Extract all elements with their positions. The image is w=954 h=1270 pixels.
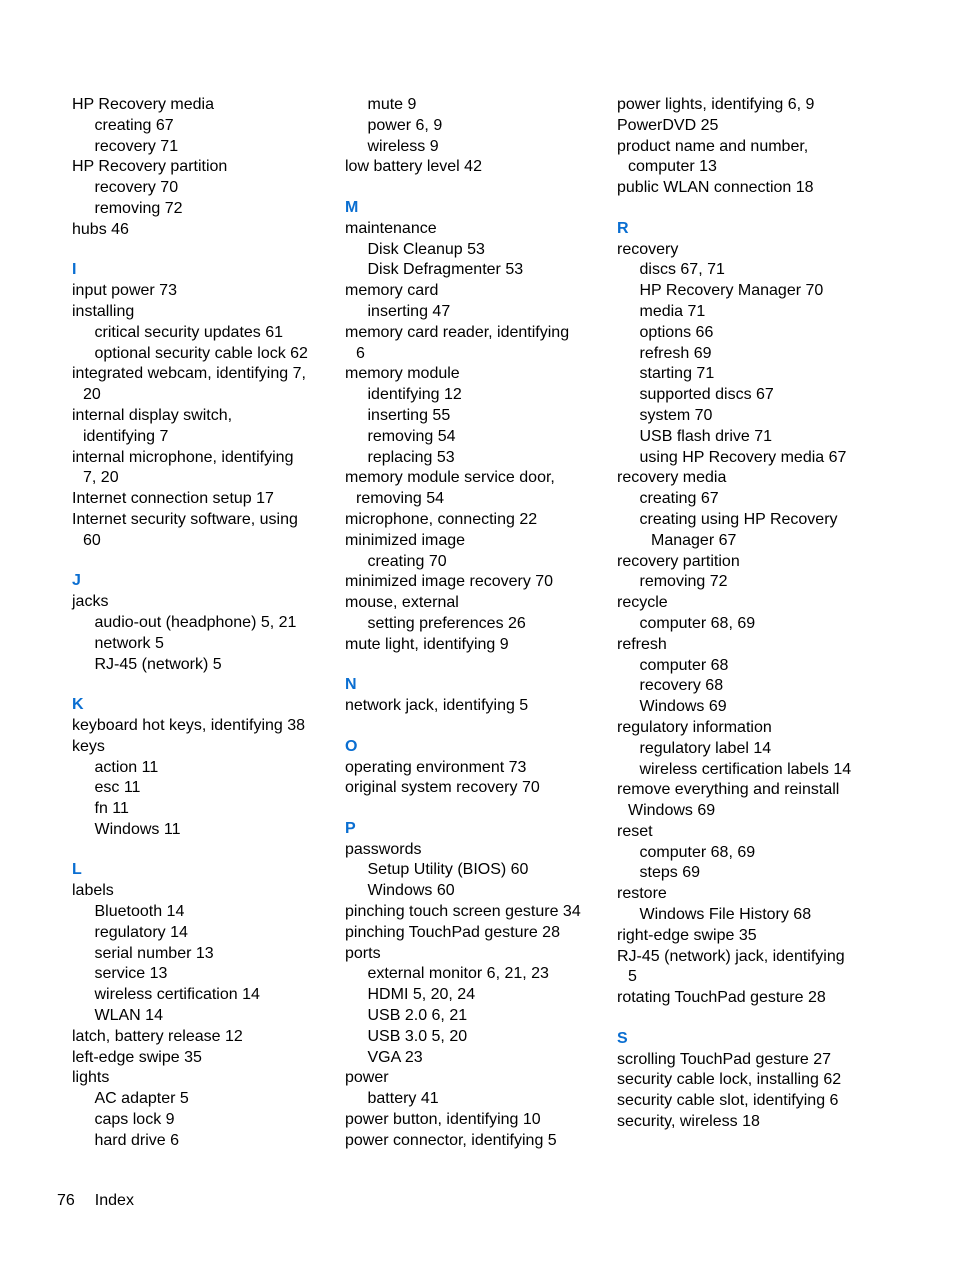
index-entry: pinching touch screen gesture 34 bbox=[345, 903, 581, 921]
index-entry: HP Recovery partition bbox=[72, 158, 228, 176]
index-subentry: removing 72 bbox=[639, 573, 728, 591]
index-subentry: battery 41 bbox=[367, 1090, 439, 1108]
index-entry: power connector, identifying 5 bbox=[345, 1131, 557, 1149]
index-subentry: network 5 bbox=[94, 634, 164, 652]
index-subentry: critical security updates 61 bbox=[94, 323, 284, 341]
index-subentry: Disk Cleanup 53 bbox=[367, 240, 485, 258]
index-entry: memory card reader, identifying bbox=[345, 323, 570, 341]
index-entry: public WLAN connection 18 bbox=[617, 179, 814, 197]
index-subentry: wireless certification labels 14 bbox=[639, 760, 852, 778]
index-letter-heading: I bbox=[72, 261, 77, 279]
index-subentry: recovery 70 bbox=[94, 179, 179, 197]
index-subentry: Windows 60 bbox=[367, 882, 455, 900]
index-subentry: using HP Recovery media 67 bbox=[639, 448, 847, 466]
index-subentry: RJ-45 (network) 5 bbox=[94, 655, 222, 673]
index-entry: lights bbox=[72, 1069, 110, 1087]
index-subentry: Windows File History 68 bbox=[639, 906, 812, 924]
index-subentry: creating 70 bbox=[367, 552, 447, 570]
index-entry: power button, identifying 10 bbox=[345, 1111, 541, 1129]
index-subentry: regulatory label 14 bbox=[639, 739, 772, 757]
index-subentry: Setup Utility (BIOS) 60 bbox=[367, 861, 529, 879]
index-entry: passwords bbox=[345, 840, 422, 858]
index-column-3 bbox=[617, 95, 877, 1133]
index-subentry: external monitor 6, 21, 23 bbox=[367, 965, 549, 983]
index-entry-continuation: computer 13 bbox=[628, 158, 717, 176]
index-letter-heading: P bbox=[345, 819, 356, 837]
index-subentry: fn 11 bbox=[94, 800, 129, 818]
index-entry: input power 73 bbox=[72, 282, 177, 300]
index-subentry: USB 3.0 5, 20 bbox=[367, 1027, 468, 1045]
index-entry: remove everything and reinstall bbox=[617, 781, 840, 799]
index-entry-continuation: removing 54 bbox=[356, 490, 445, 508]
index-entry: network jack, identifying 5 bbox=[345, 697, 529, 715]
index-entry-continuation: 7, 20 bbox=[83, 469, 119, 487]
index-subentry: identifying 12 bbox=[367, 386, 462, 404]
index-subentry: setting preferences 26 bbox=[367, 614, 526, 632]
page-number: 76 bbox=[57, 1192, 75, 1209]
index-subentry: regulatory 14 bbox=[94, 923, 188, 941]
index-subentry: AC adapter 5 bbox=[94, 1090, 189, 1108]
index-subentry: removing 72 bbox=[94, 199, 183, 217]
index-subentry: system 70 bbox=[639, 406, 713, 424]
index-letter-heading: N bbox=[345, 676, 357, 694]
index-entry: maintenance bbox=[345, 219, 437, 237]
index-entry: mouse, external bbox=[345, 594, 459, 612]
index-subentry: USB 2.0 6, 21 bbox=[367, 1007, 468, 1025]
index-entry: RJ-45 (network) jack, identifying bbox=[617, 947, 845, 965]
index-subentry: HDMI 5, 20, 24 bbox=[367, 986, 476, 1004]
index-subentry: creating using HP Recovery bbox=[639, 510, 838, 528]
index-entry: original system recovery 70 bbox=[345, 779, 540, 797]
index-entry: keyboard hot keys, identifying 38 bbox=[72, 716, 306, 734]
index-subentry: creating 67 bbox=[639, 490, 719, 508]
index-subentry: service 13 bbox=[94, 965, 168, 983]
index-subentry: power 6, 9 bbox=[367, 116, 443, 134]
index-subentry: inserting 47 bbox=[367, 302, 451, 320]
index-entry: recovery media bbox=[617, 469, 727, 487]
index-entry: left-edge swipe 35 bbox=[72, 1048, 202, 1066]
index-entry: minimized image bbox=[345, 531, 466, 549]
index-subentry: VGA 23 bbox=[367, 1048, 423, 1066]
index-entry: product name and number, bbox=[617, 137, 809, 155]
index-entry: recycle bbox=[617, 594, 668, 612]
index-letter-heading: K bbox=[72, 696, 84, 714]
index-subentry: starting 71 bbox=[639, 365, 715, 383]
index-column-2 bbox=[345, 95, 600, 1152]
index-entry-continuation: identifying 7 bbox=[83, 427, 169, 445]
index-column-1 bbox=[72, 95, 327, 1152]
index-subentry: replacing 53 bbox=[367, 448, 455, 466]
index-entry: security, wireless 18 bbox=[617, 1113, 760, 1131]
index-entry: mute light, identifying 9 bbox=[345, 635, 509, 653]
index-subentry: options 66 bbox=[639, 323, 714, 341]
index-subentry: serial number 13 bbox=[94, 944, 214, 962]
index-entry-continuation: 5 bbox=[628, 968, 637, 986]
index-entry: internal display switch, bbox=[72, 406, 233, 424]
index-entry-continuation: 60 bbox=[83, 531, 101, 549]
index-subentry-continuation: Manager 67 bbox=[651, 531, 737, 549]
index-subentry: esc 11 bbox=[94, 779, 141, 797]
index-subentry: WLAN 14 bbox=[94, 1007, 163, 1025]
index-entry: reset bbox=[617, 822, 653, 840]
index-subentry: refresh 69 bbox=[639, 344, 712, 362]
index-letter-heading: L bbox=[72, 861, 82, 879]
index-entry: low battery level 42 bbox=[345, 158, 482, 176]
index-subentry: action 11 bbox=[94, 758, 159, 776]
index-entry: labels bbox=[72, 882, 114, 900]
index-subentry: removing 54 bbox=[367, 427, 456, 445]
index-entry: internal microphone, identifying bbox=[72, 448, 294, 466]
index-subentry: computer 68, 69 bbox=[639, 614, 756, 632]
index-entry: PowerDVD 25 bbox=[617, 116, 719, 134]
index-entry: recovery bbox=[617, 240, 679, 258]
index-subentry: audio-out (headphone) 5, 21 bbox=[94, 613, 297, 631]
index-letter-heading: O bbox=[345, 737, 358, 755]
index-subentry: hard drive 6 bbox=[94, 1131, 179, 1149]
index-subentry: computer 68, 69 bbox=[639, 843, 756, 861]
index-subentry: USB flash drive 71 bbox=[639, 427, 773, 445]
index-subentry: Windows 69 bbox=[639, 698, 727, 716]
index-letter-heading: J bbox=[72, 572, 81, 590]
index-subentry: Disk Defragmenter 53 bbox=[367, 261, 524, 279]
index-subentry: recovery 71 bbox=[94, 137, 179, 155]
index-entry: HP Recovery media bbox=[72, 96, 214, 113]
index-entry: minimized image recovery 70 bbox=[345, 573, 554, 591]
index-entry: restore bbox=[617, 885, 667, 903]
index-entry-continuation: 20 bbox=[83, 386, 101, 404]
index-entry: scrolling TouchPad gesture 27 bbox=[617, 1050, 832, 1068]
index-entry-continuation: 6 bbox=[356, 344, 365, 362]
index-subentry: discs 67, 71 bbox=[639, 261, 725, 279]
index-subentry: Bluetooth 14 bbox=[94, 903, 185, 921]
index-entry: jacks bbox=[72, 593, 109, 611]
index-entry: recovery partition bbox=[617, 552, 740, 570]
index-entry: microphone, connecting 22 bbox=[345, 510, 538, 528]
index-subentry: caps lock 9 bbox=[94, 1111, 175, 1129]
index-entry: Internet security software, using bbox=[72, 510, 298, 528]
index-entry: power lights, identifying 6, 9 bbox=[617, 96, 815, 113]
index-subentry: supported discs 67 bbox=[639, 386, 774, 404]
index-entry: Internet connection setup 17 bbox=[72, 490, 274, 508]
index-subentry: creating 67 bbox=[94, 116, 174, 134]
index-subentry: optional security cable lock 62 bbox=[94, 344, 308, 362]
index-subentry: wireless 9 bbox=[367, 137, 439, 155]
index-entry: security cable lock, installing 62 bbox=[617, 1071, 842, 1089]
index-entry: memory card bbox=[345, 282, 439, 300]
index-subentry: media 71 bbox=[639, 302, 706, 320]
index-entry: keys bbox=[72, 737, 105, 755]
index-entry: integrated webcam, identifying 7, bbox=[72, 365, 306, 383]
index-entry: regulatory information bbox=[617, 718, 772, 736]
index-subentry: steps 69 bbox=[639, 864, 700, 882]
index-entry: right-edge swipe 35 bbox=[617, 926, 757, 944]
index-subentry: Windows 11 bbox=[94, 820, 181, 838]
index-entry: memory module service door, bbox=[345, 469, 555, 487]
index-entry: operating environment 73 bbox=[345, 758, 527, 776]
index-entry: power bbox=[345, 1069, 389, 1087]
index-entry: installing bbox=[72, 302, 135, 320]
footer-section-title: Index bbox=[94, 1192, 134, 1209]
index-letter-heading: R bbox=[617, 219, 629, 237]
index-entry: hubs 46 bbox=[72, 220, 129, 238]
index-entry: rotating TouchPad gesture 28 bbox=[617, 989, 826, 1007]
page-footer bbox=[57, 1191, 134, 1211]
index-subentry: mute 9 bbox=[367, 96, 417, 113]
index-entry: ports bbox=[345, 944, 381, 962]
index-entry-continuation: Windows 69 bbox=[628, 802, 716, 820]
index-entry: memory module bbox=[345, 365, 460, 383]
index-letter-heading: S bbox=[617, 1029, 628, 1047]
index-entry: security cable slot, identifying 6 bbox=[617, 1092, 839, 1110]
index-entry: pinching TouchPad gesture 28 bbox=[345, 923, 560, 941]
index-subentry: recovery 68 bbox=[639, 677, 724, 695]
index-subentry: HP Recovery Manager 70 bbox=[639, 282, 824, 300]
index-subentry: wireless certification 14 bbox=[94, 986, 260, 1004]
index-subentry: inserting 55 bbox=[367, 406, 451, 424]
index-letter-heading: M bbox=[345, 198, 359, 216]
index-entry: latch, battery release 12 bbox=[72, 1027, 243, 1045]
index-entry: refresh bbox=[617, 635, 667, 653]
index-subentry: computer 68 bbox=[639, 656, 729, 674]
